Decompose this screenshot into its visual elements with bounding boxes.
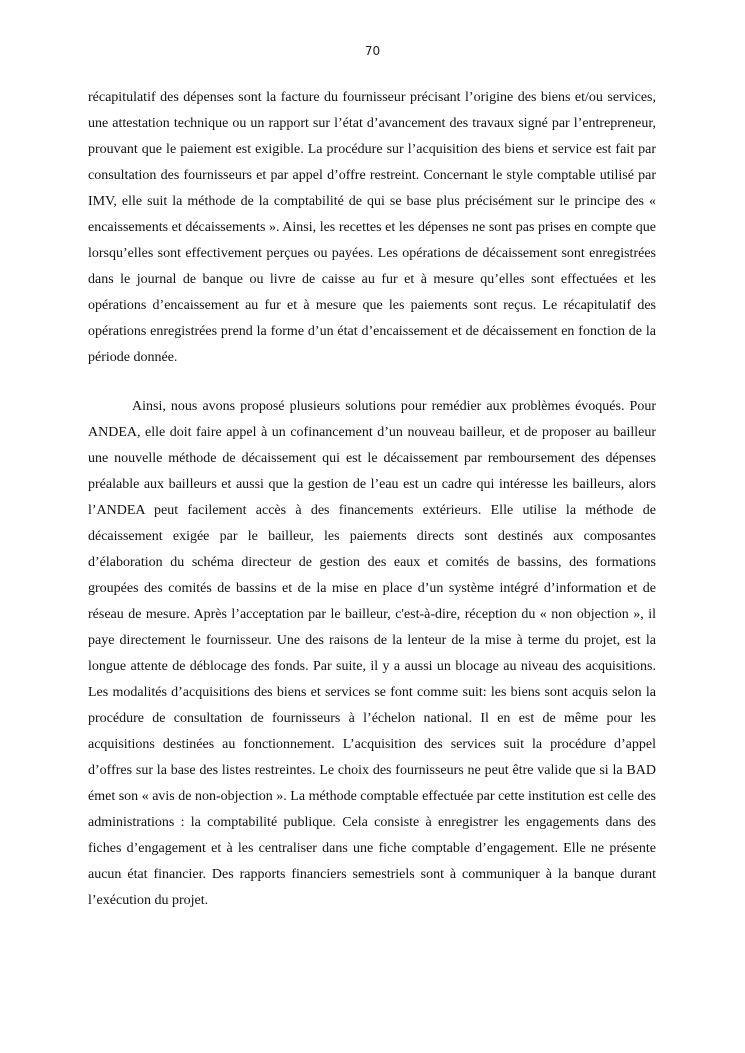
paragraph-text: récapitulatif des dépenses sont la facture du fournisseur précisant l’origine des biens et/ou services, une attestation technique ou un rapport sur l’état d’avancement des travaux signé par l’entrepreneur, prouvant que le paiement est exigible. La procédure sur l’acquisition des biens et service est fait par consultation des fournisseurs et par appel d’offre restreint. Concernant le style comptable utilisé par IMV, elle suit la méthode de la comptabilité de qui se base plus précisément sur le principe des « encaissements et décaissements ». Ainsi, les recettes et les dépenses ne sont pas prises en compte que lorsqu’elles sont effectivement perçues ou payées. Les opérations de décaissement sont enregistrées dans le journal de banque ou livre de caisse au fur et à mesure qu’elles sont effectuées et les opérations d’encaissement au fur et à mesure que les paiements sont reçus. Le récapitulatif des opérations enregistrées prend la forme d’un état d’encaissement et de décaissement en fonction de la période donnée.	[88, 90, 656, 365]
paragraph-text: Ainsi, nous avons proposé plusieurs solutions pour remédier aux problèmes évoqués. Pour ANDEA, elle doit faire appel à un cofinancement d’un nouveau bailleur, et de proposer au bailleur une nouvelle méthode de décaissement qui est le décaissement par remboursement des dépenses préalable aux bailleurs et aussi que la gestion de l’eau est un cadre qui intéresse les bailleurs, alors l’ANDEA peut facilement accès à des financements extérieurs. Elle utilise la méthode de décaissement exigée par le bailleur, les paiements directs sont destinés aux composantes d’élaboration du schéma directeur de gestion des eaux et comités de bassins, des formations groupées des comités de bassins et de la mise en place d’un système intégré d’information et de réseau de mesure. Après l’acceptation par le bailleur, c'est-à-dire, réception du « non objection », il paye directement le fournisseur. Une des raisons de la lenteur de la mise à terme du projet, est la longue attente de déblocage des fonds. Par suite, il y a aussi un blocage au niveau des acquisitions. Les modalités d’acquisitions des biens et services se font comme suit: les biens sont acquis selon la procédure de consultation de fournisseurs à l’échelon national. Il en est de même pour les acquisitions destinées au fonctionnement. L’acquisition des services suit la procédure d’appel d’offres sur la base des listes restreintes. Le choix des fournisseurs ne peut être valide que si la BAD émet son « avis de non-objection ». La méthode comptable effectuée par cette institution est celle des administrations : la comptabilité publique. Cela consiste à enregistrer les engagements dans des fiches d’engagement et à les centraliser dans une fiche comptable d’engagement. Elle ne présente aucun état financier. Des rapports financiers semestriels sont à communiquer à la banque durant l’exécution du projet.	[88, 399, 656, 908]
paragraph-1	[88, 85, 656, 371]
page-number: 70	[364, 44, 381, 58]
paragraph-2	[88, 394, 656, 914]
